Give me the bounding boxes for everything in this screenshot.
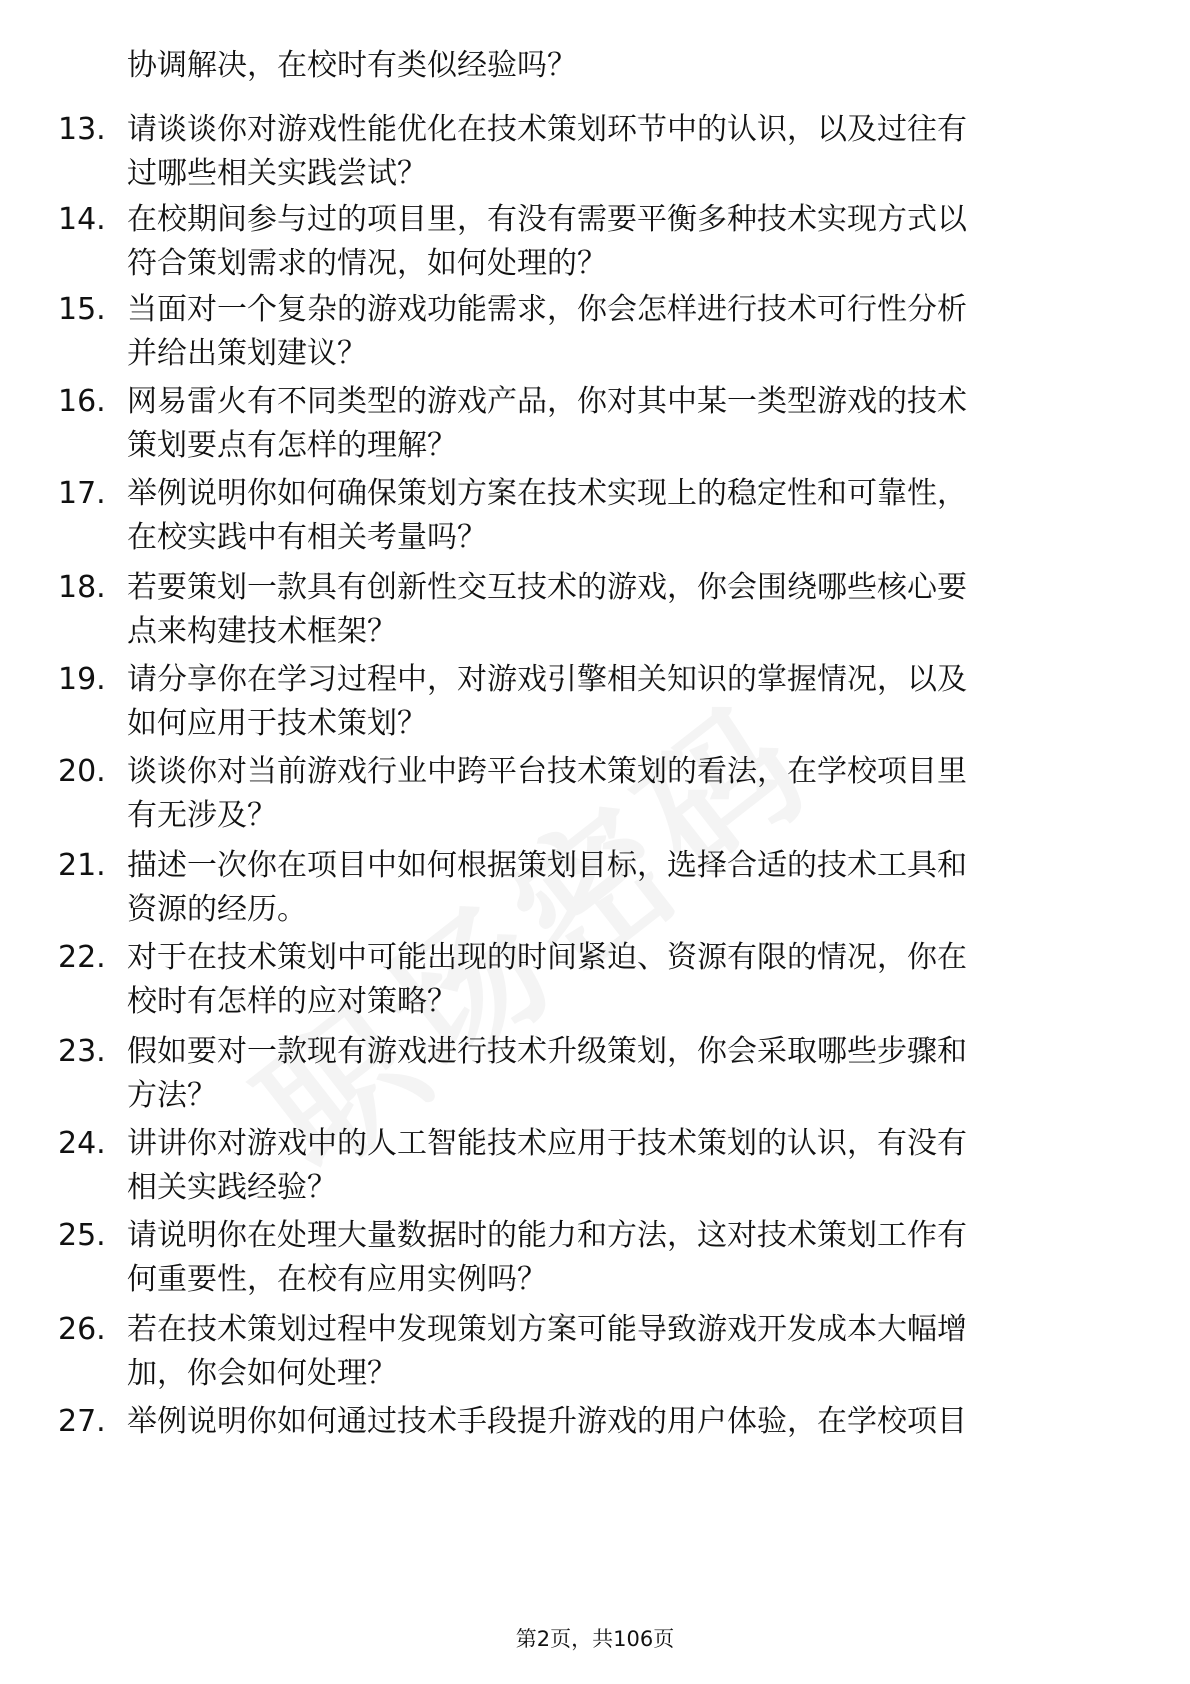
question-number: 23. bbox=[58, 1034, 106, 1069]
question-number: 13. bbox=[58, 112, 106, 147]
question-line: 请谈谈你对游戏性能优化在技术策划环节中的认识，以及过往有 bbox=[127, 112, 967, 147]
question-number: 27. bbox=[58, 1404, 106, 1439]
question-line: 举例说明你如何确保策划方案在技术实现上的稳定性和可靠性， bbox=[127, 476, 967, 511]
question-number: 15. bbox=[58, 292, 106, 327]
question-line: 若要策划一款具有创新性交互技术的游戏，你会围绕哪些核心要 bbox=[127, 570, 967, 605]
question-line: 讲讲你对游戏中的人工智能技术应用于技术策划的认识，有没有 bbox=[127, 1126, 967, 1161]
question-line: 并给出策划建议？ bbox=[127, 336, 367, 371]
question-text bbox=[127, 44, 1127, 88]
question-number: 17. bbox=[58, 476, 106, 511]
question-number: 18. bbox=[58, 570, 106, 605]
question-line: 策划要点有怎样的理解？ bbox=[127, 428, 457, 463]
question-line: 方法？ bbox=[127, 1078, 217, 1113]
question-line: 当面对一个复杂的游戏功能需求，你会怎样进行技术可行性分析 bbox=[127, 292, 967, 327]
question-text bbox=[127, 1030, 1127, 1118]
question-line: 过哪些相关实践尝试？ bbox=[127, 156, 427, 191]
question-number: 14. bbox=[58, 202, 106, 237]
question-number: 16. bbox=[58, 384, 106, 419]
question-text bbox=[127, 750, 1127, 838]
page-footer: 第2页，共106页 bbox=[515, 1627, 675, 1651]
question-number: 22. bbox=[58, 940, 106, 975]
question-line: 相关实践经验？ bbox=[127, 1170, 337, 1205]
question-number: 24. bbox=[58, 1126, 106, 1161]
question-line: 请说明你在处理大量数据时的能力和方法，这对技术策划工作有 bbox=[127, 1218, 967, 1253]
question-line: 假如要对一款现有游戏进行技术升级策划，你会采取哪些步骤和 bbox=[127, 1034, 967, 1069]
question-line: 谈谈你对当前游戏行业中跨平台技术策划的看法，在学校项目里 bbox=[127, 754, 967, 789]
question-text bbox=[127, 1122, 1127, 1210]
question-line: 在校期间参与过的项目里，有没有需要平衡多种技术实现方式以 bbox=[127, 202, 967, 237]
question-line: 加，你会如何处理？ bbox=[127, 1356, 397, 1391]
question-line: 资源的经历。 bbox=[127, 892, 307, 927]
question-text bbox=[127, 1214, 1127, 1302]
question-text bbox=[127, 288, 1127, 376]
question-line: 描述一次你在项目中如何根据策划目标，选择合适的技术工具和 bbox=[127, 848, 967, 883]
question-line: 协调解决，在校时有类似经验吗？ bbox=[127, 48, 577, 83]
question-text bbox=[127, 380, 1127, 468]
question-line: 举例说明你如何通过技术手段提升游戏的用户体验，在学校项目 bbox=[127, 1404, 967, 1439]
question-number: 21. bbox=[58, 848, 106, 883]
question-text bbox=[127, 936, 1127, 1024]
question-number: 19. bbox=[58, 662, 106, 697]
question-line: 若在技术策划过程中发现策划方案可能导致游戏开发成本大幅增 bbox=[127, 1312, 967, 1347]
question-text bbox=[127, 472, 1127, 560]
question-number: 20. bbox=[58, 754, 106, 789]
question-text bbox=[127, 198, 1127, 286]
question-line: 对于在技术策划中可能出现的时间紧迫、资源有限的情况，你在 bbox=[127, 940, 967, 975]
question-number: 26. bbox=[58, 1312, 106, 1347]
question-line: 何重要性，在校有应用实例吗？ bbox=[127, 1262, 547, 1297]
question-text bbox=[127, 566, 1127, 654]
question-line: 校时有怎样的应对策略？ bbox=[127, 984, 457, 1019]
question-line: 在校实践中有相关考量吗？ bbox=[127, 520, 487, 555]
question-text bbox=[127, 1308, 1127, 1396]
question-text bbox=[127, 108, 1127, 196]
question-number: 25. bbox=[58, 1218, 106, 1253]
question-text bbox=[127, 1400, 1127, 1444]
question-line: 网易雷火有不同类型的游戏产品，你对其中某一类型游戏的技术 bbox=[127, 384, 967, 419]
question-text bbox=[127, 658, 1127, 746]
question-line: 如何应用于技术策划？ bbox=[127, 706, 427, 741]
question-line: 有无涉及？ bbox=[127, 798, 277, 833]
question-line: 点来构建技术框架？ bbox=[127, 614, 397, 649]
question-text bbox=[127, 844, 1127, 932]
question-line: 符合策划需求的情况，如何处理的？ bbox=[127, 246, 607, 281]
question-line: 请分享你在学习过程中，对游戏引擎相关知识的掌握情况，以及 bbox=[127, 662, 967, 697]
